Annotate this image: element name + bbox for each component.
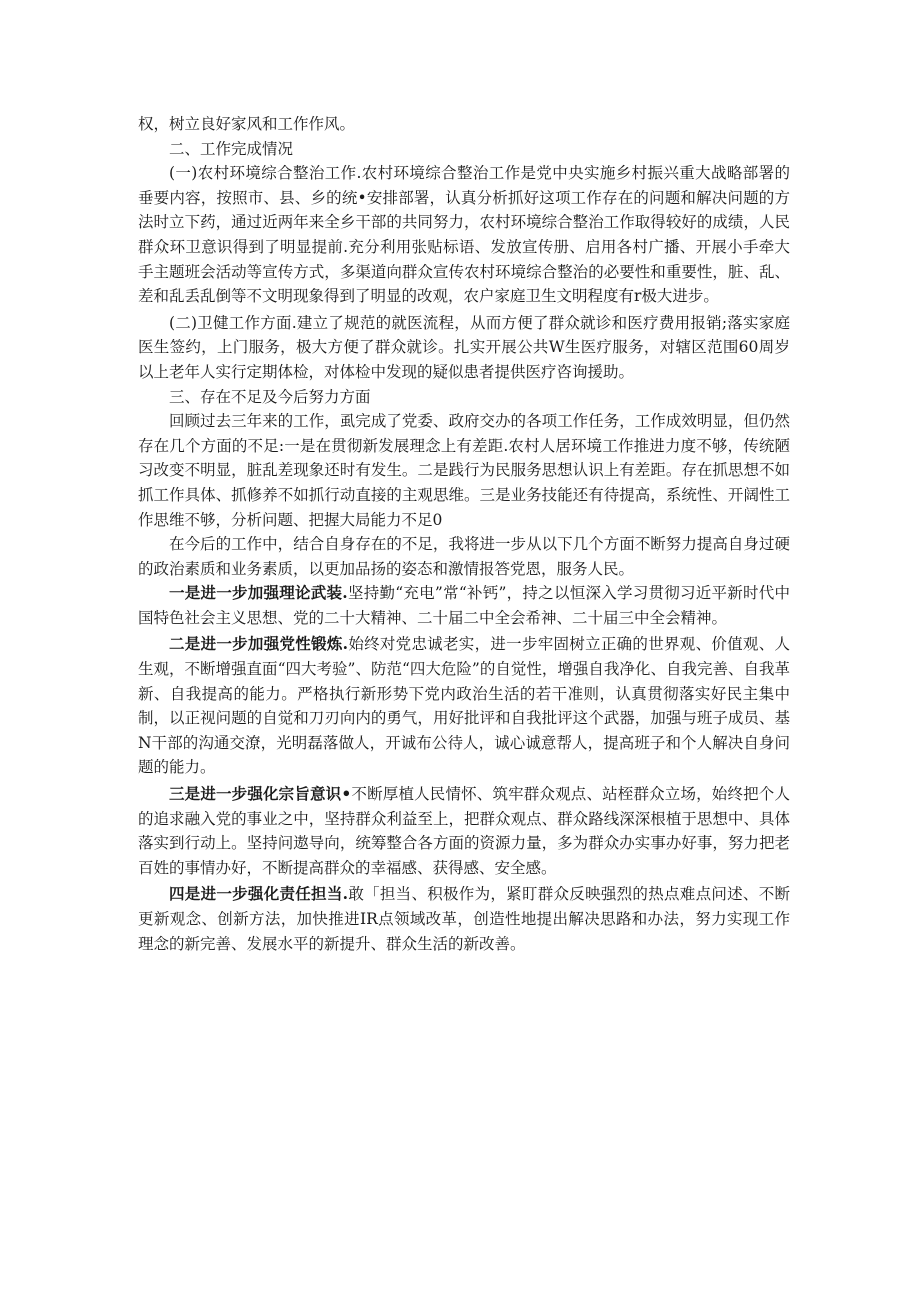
paragraph-text: 权，树立良好家风和工作作风。 xyxy=(138,115,356,133)
paragraph-future-work xyxy=(138,532,790,581)
paragraph-continuation xyxy=(138,112,790,137)
heading-text: 二、工作完成情况 xyxy=(169,139,294,158)
paragraph-rural-environment xyxy=(138,161,790,309)
paragraph-text: 不断厚植人民情怀、筑牢群众观点、站桎群众立场，始终把个人的追求融入党的事业之中，坚持群众利益至上，把群众观点、群众路线深深根植于思想中、具体落实到行动上。坚持问遨导向，统筹整合各方面的资源力量，多为群众办实事办好事，努力把老百姓的事情办好，不断提高群众的幸福感、获得感、安全感。 xyxy=(138,785,790,877)
paragraph-responsibility xyxy=(138,882,790,956)
section-heading-2 xyxy=(138,137,790,162)
heading-text: 三、存在不足及今后努力方面 xyxy=(169,387,371,406)
paragraph-lead: 四是进一步强化责任担当. xyxy=(169,884,349,904)
paragraph-purpose xyxy=(138,782,790,880)
paragraph-health-work xyxy=(138,311,790,385)
document-page xyxy=(138,112,790,956)
paragraph-theory xyxy=(138,581,790,630)
paragraph-text: (一)农村环境综合整治工作.农村环境综合整治工作是党中央实施乡村振兴重大战略部署的垂要内容，按照市、县、乡的统•安排部署，认真分析抓好这项工作存在的问题和解决问题的方法时立下药，通过近两年来全乡干部的共同努力，农村环境综合整治工作取得较好的成绩，人民群众环卫意识得到了明显提前.充分利用张贴标语、发放宣传册、启用各村广播、开展小手牵大手主题班会活动等宣传方式，多渠道向群众宣传农村环境综合整治的必要性和重要性，脏、乱、差和乱丢乱倒等不文明现象得到了明显的改观，农户家庭卫生文明程度有r极大进步。 xyxy=(138,164,790,306)
paragraph-text: (二)卫健工作方面.建立了规范的就医流程，从而方便了群众就诊和医疗费用报销;落实家庭医生签约，上门服务，极大方便了群众就诊。扎实开展公共W生医疗服务，对辖区范围60周岁以上老年人实行定期体检，对体检中发现的疑似患者提供医疗咨询援助。 xyxy=(138,313,790,381)
paragraph-text: 始终对党忠诚老实，进一步牢固树立正确的世界观、价值观、人生观，不断增强直面“四大考验”、防范“四大危险”的自觉性，增强自我净化、自我完善、自我革新、自我提高的能力。严格执行新形势下党内政治生活的若干准则，认真贯彻落实好民主集中制，以正视问题的自觉和刀刃向内的勇气，用好批评和自我批评这个武器，加强与班子成员、基N干部的沟通交潦，光明磊落做人，开诚布公待人，诚心诚意帮人，提高班子和个人解决自身问题的能力。 xyxy=(138,635,790,777)
paragraph-text: 在今后的工作中，结合自身存在的不足，我将进一步从以下几个方面不断努力提高自身过硬的政治素质和业务素质，以更加品扬的姿态和激情报答党恩，服务人民。 xyxy=(138,535,790,578)
paragraph-party-spirit xyxy=(138,632,790,780)
paragraph-review xyxy=(138,409,790,532)
section-heading-3 xyxy=(138,385,790,410)
paragraph-lead: 二是进一步加强党性锻炼. xyxy=(169,634,349,654)
paragraph-text: 坚持勤“充电”常“补钙”，持之以恒深入学习贯彻习近平新时代中国特色社会主义思想、党的二十大精神、二十届二中全会希神、二十届三中全会精神。 xyxy=(138,584,790,627)
paragraph-text: 回顾过去三年来的工作，虱完成了党委、政府交办的各项工作任务，工作成效明显，但仍然存在几个方面的不足:一是在贯彻新发展理念上有差距.农村人居环境工作推进力度不够，传统陋习改变不明显，脏乱差现象还时有发生。二是践行为民服务思想认识上有差距。存在抓思想不如抓工作具体、抓修养不如抓行动直接的主观思维。三是业务技能还有待提高，系统性、开阔性工作思维不够，分析问题、把握大局能力不足0 xyxy=(138,412,790,529)
paragraph-text: 敢「担当、积极作为，紧盯群众反映强烈的热点难点问述、不断更新观念、创新方法，加快推进IR点领域改革，创造性地提出解决思路和办法，努力实现工作理念的新完善、发展水平的新提升、群众生活的新改善。 xyxy=(138,885,790,953)
paragraph-lead: 一是进一步加强理论武装. xyxy=(169,583,348,603)
paragraph-lead: 三是进一步强化宗旨意识• xyxy=(169,784,352,804)
